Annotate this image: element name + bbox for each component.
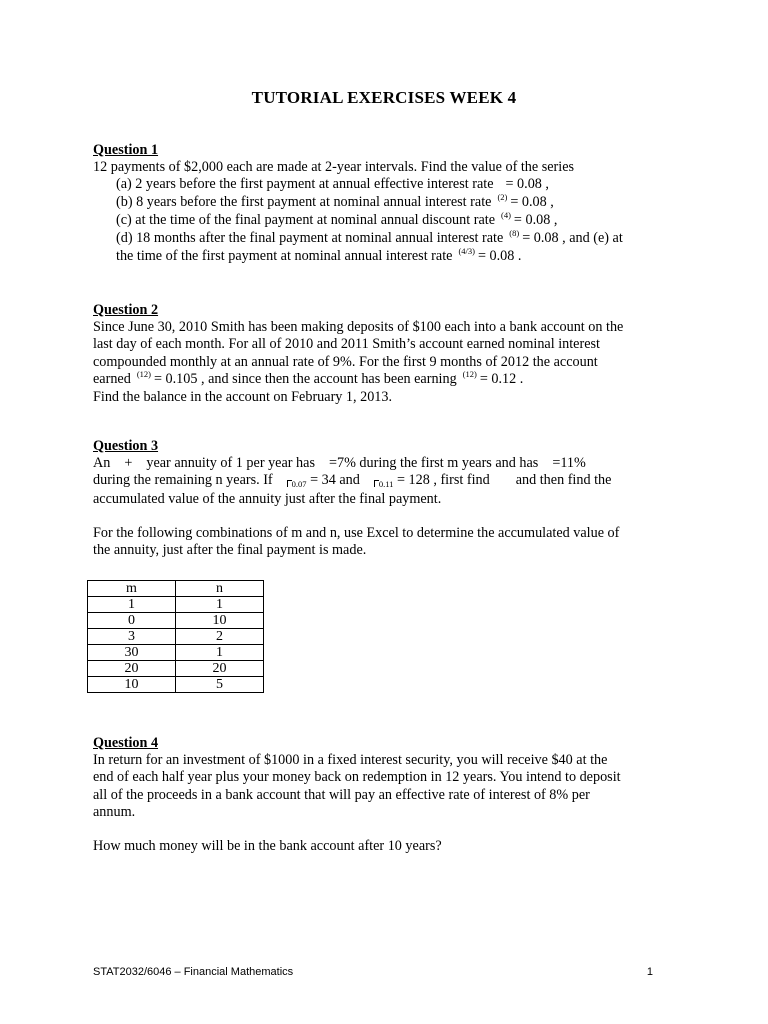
page-number: 1 bbox=[646, 966, 653, 978]
table-row bbox=[88, 613, 264, 629]
table-cell: 0 bbox=[88, 613, 176, 629]
question-1-part-a: (a) 2 years before the first payment at annual effective interest rate = 0.08 , bbox=[116, 176, 549, 193]
question-2-line: Since June 30, 2010 Smith has been making deposits of $100 each into a bank account on the bbox=[93, 319, 624, 336]
question-4-line: end of each half year plus your money back on redemption in 12 years. You intend to deposit bbox=[93, 769, 621, 786]
question-1-part-c: (c) at the time of the final payment at nominal annual discount rate $^{(4)}$ = 0.08 , bbox=[116, 209, 558, 228]
table-cell: 10 bbox=[176, 613, 264, 629]
table-cell: 5 bbox=[176, 677, 264, 693]
footer-course: STAT2032/6046 – Financial Mathematics bbox=[93, 966, 294, 978]
table-header-n: n bbox=[176, 581, 264, 597]
table-cell: 30 bbox=[88, 645, 176, 661]
question-3-line: during the remaining n years. If $_{0.07}$ = 34 and $_{0.11}$ = 128 , first find and then find the bbox=[93, 472, 612, 490]
table-row bbox=[88, 597, 264, 613]
question-2-line: compounded monthly at an annual rate of 9%. For the first 9 months of 2012 the account bbox=[93, 353, 598, 370]
question-1-part-d: (d) 18 months after the final payment at nominal annual interest rate $^{(8)}$ = 0.08 , and (e) at bbox=[116, 228, 623, 247]
question-3-line: An + year annuity of 1 per year has =7% during the first m years and has =11% bbox=[93, 455, 586, 472]
table-cell: 2 bbox=[176, 629, 264, 645]
question-4-line: annum. bbox=[93, 803, 136, 820]
page-title: TUTORIAL EXERCISES WEEK 4 bbox=[251, 88, 517, 107]
table-cell: 3 bbox=[88, 629, 176, 645]
question-1-intro: 12 payments of $2,000 each are made at 2-year intervals. Find the value of the series bbox=[93, 159, 575, 176]
question-2-line: last day of each month. For all of 2010 and 2011 Smith’s account earned nominal interest bbox=[93, 336, 600, 353]
table-row bbox=[88, 677, 264, 693]
question-2 bbox=[93, 302, 683, 406]
question-3-line: For the following combinations of m and n, use Excel to determine the accumulated value of bbox=[93, 524, 620, 541]
page-footer bbox=[93, 966, 653, 978]
table-row bbox=[88, 661, 264, 677]
table-cell: 1 bbox=[176, 597, 264, 613]
table-cell: 1 bbox=[176, 645, 264, 661]
question-2-line: Find the balance in the account on February 1, 2013. bbox=[93, 389, 393, 406]
question-1 bbox=[93, 142, 683, 266]
table-cell: 20 bbox=[88, 661, 176, 677]
question-2-line: earned $^{(12)}$ = 0.105 , and since then the account has been earning $^{(12)}$ = 0.12 . bbox=[93, 368, 524, 387]
question-1-part-b: (b) 8 years before the first payment at nominal annual interest rate $^{(2)}$ = 0.08 , bbox=[116, 191, 554, 210]
table-row bbox=[88, 629, 264, 645]
question-1-heading: Question 1 bbox=[93, 142, 159, 158]
annuity-angle-icon bbox=[287, 480, 292, 487]
question-1-part-e: the time of the first payment at nominal annual interest rate $^{(4/3)}$ = 0.08 . bbox=[116, 246, 522, 265]
m-n-table bbox=[87, 580, 264, 693]
question-4-line: How much money will be in the bank account after 10 years? bbox=[93, 838, 442, 855]
question-3-line: accumulated value of the annuity just after the final payment. bbox=[93, 490, 442, 507]
question-4-line: In return for an investment of $1000 in a fixed interest security, you will receive $40 at the bbox=[93, 752, 608, 769]
table-row bbox=[88, 645, 264, 661]
question-3-heading: Question 3 bbox=[93, 438, 159, 454]
table-cell: 10 bbox=[88, 677, 176, 693]
table-header-row bbox=[88, 581, 264, 597]
table-header-m: m bbox=[88, 581, 176, 597]
question-3 bbox=[93, 438, 683, 559]
question-4 bbox=[93, 735, 683, 855]
question-4-line: all of the proceeds in a bank account that will pay an effective rate of interest of 8% per bbox=[93, 786, 590, 803]
question-3-line: the annuity, just after the final payment is made. bbox=[93, 542, 367, 559]
question-2-heading: Question 2 bbox=[93, 302, 159, 318]
table-cell: 20 bbox=[176, 661, 264, 677]
table-cell: 1 bbox=[88, 597, 176, 613]
question-4-heading: Question 4 bbox=[93, 735, 159, 751]
